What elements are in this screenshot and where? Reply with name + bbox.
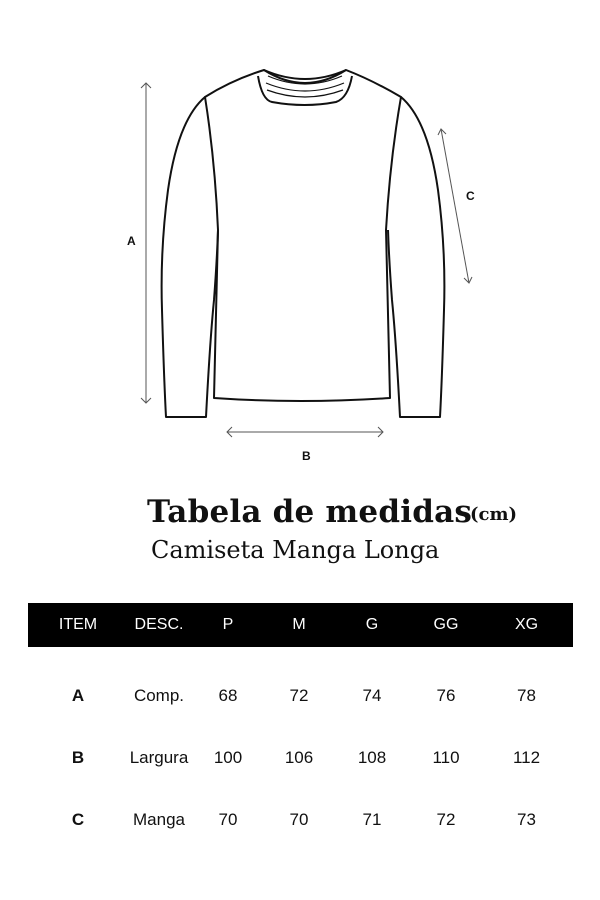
table-header-row	[28, 603, 573, 647]
page-title: Tabela de medidas	[147, 494, 473, 530]
dimension-a-label: A	[127, 234, 136, 248]
row-desc-cell: Largura	[129, 748, 189, 767]
header-m: M	[266, 603, 332, 647]
row-item-cell: B	[71, 748, 85, 767]
header-xg: XG	[480, 603, 573, 647]
header-item: ITEM	[28, 603, 128, 647]
unit-label: (cm)	[470, 504, 518, 525]
row-desc-cell: Manga	[133, 810, 185, 829]
row-value-cell: 110	[432, 748, 460, 767]
table-row	[28, 647, 573, 665]
dimension-b-label: B	[302, 449, 311, 463]
row-value-cell: 73	[517, 810, 536, 829]
row-value-cell: 74	[362, 686, 382, 705]
row-value-cell: 78	[517, 686, 536, 705]
table-row	[28, 727, 573, 789]
row-item-cell: C	[71, 810, 85, 829]
shirt-body	[205, 70, 401, 401]
dimension-c-label: C	[466, 189, 475, 203]
header-g: G	[332, 603, 412, 647]
header-p: P	[190, 603, 266, 647]
row-value-cell: 70	[289, 810, 309, 829]
dimension-a-arrow	[141, 83, 151, 403]
header-desc: DESC.	[128, 603, 190, 647]
row-value-cell: 71	[362, 810, 382, 829]
row-value-cell: 100	[213, 748, 243, 767]
page-subtitle: Camiseta Manga Longa	[151, 536, 440, 564]
right-sleeve	[388, 97, 444, 417]
row-value-cell: 108	[357, 748, 387, 767]
size-table	[28, 603, 573, 851]
row-value-cell: 72	[289, 686, 309, 705]
row-value-cell: 68	[218, 686, 238, 705]
left-sleeve	[162, 97, 218, 417]
dimension-b-arrow	[227, 427, 383, 437]
row-value-cell: 70	[218, 810, 238, 829]
row-desc-cell: Comp.	[133, 686, 185, 705]
row-value-cell: 106	[284, 748, 314, 767]
table-row	[28, 665, 573, 727]
row-item-cell: A	[71, 686, 85, 705]
header-gg: GG	[412, 603, 480, 647]
shirt-outline	[162, 70, 445, 417]
table-row	[28, 789, 573, 851]
row-value-cell: 72	[436, 810, 456, 829]
row-value-cell: 112	[512, 748, 541, 767]
row-value-cell: 76	[436, 686, 456, 705]
